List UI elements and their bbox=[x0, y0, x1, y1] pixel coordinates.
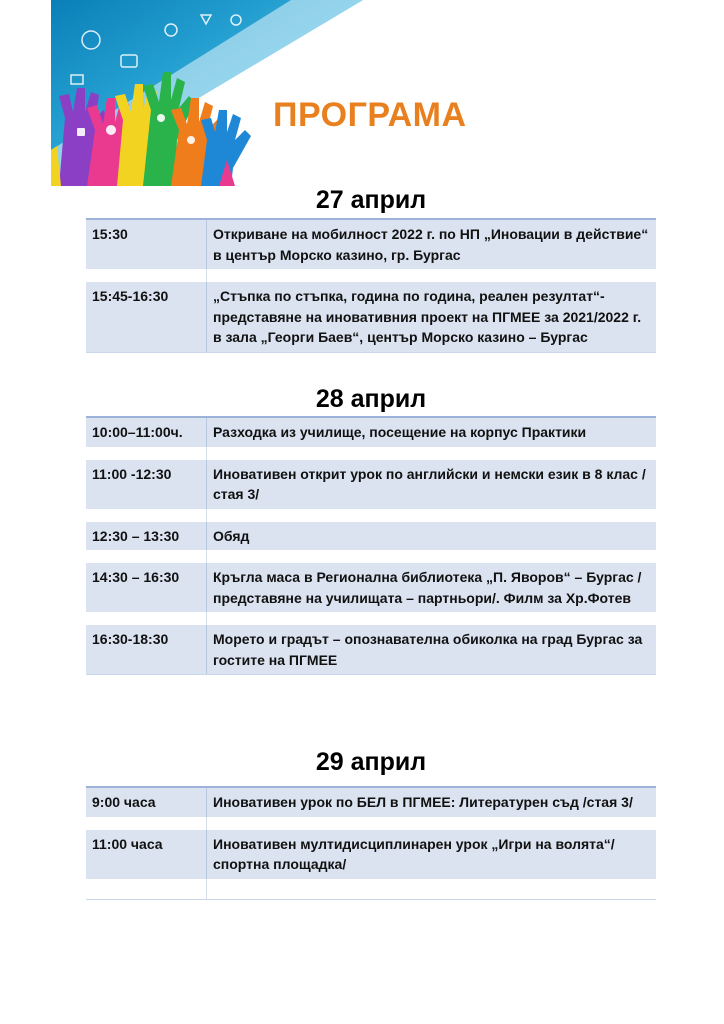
schedule-table-day-3 bbox=[86, 786, 656, 900]
table-row bbox=[86, 625, 656, 675]
event-description: Разходка из училище, посещение на корпус Практики bbox=[207, 417, 657, 447]
spacer-row bbox=[86, 817, 656, 830]
page-title: ПРОГРАМА bbox=[273, 96, 467, 134]
event-time: 12:30 – 13:30 bbox=[86, 522, 207, 551]
day-heading: 29 април bbox=[315, 748, 427, 776]
event-description: Иновативен урок по БЕЛ в ПГМЕЕ: Литературен съд /стая 3/ bbox=[207, 787, 657, 817]
spacer-row bbox=[86, 509, 656, 522]
event-description: Иновативен мултидисциплинарен урок „Игри на волята“/спортна площадка/ bbox=[207, 830, 657, 879]
day-heading: 27 април bbox=[315, 186, 427, 214]
event-description: Обяд bbox=[207, 522, 657, 551]
day-heading: 28 април bbox=[315, 385, 427, 413]
event-time: 11:00 часа bbox=[86, 830, 207, 879]
event-time: 15:45-16:30 bbox=[86, 282, 207, 352]
spacer-row bbox=[86, 447, 656, 460]
event-time: 16:30-18:30 bbox=[86, 625, 207, 675]
schedule-table-day-1 bbox=[86, 218, 656, 353]
table-row bbox=[86, 219, 656, 269]
spacer-row bbox=[86, 612, 656, 625]
event-description: Морето и градът – опознавателна обиколка на град Бургас за гостите на ПГМЕЕ bbox=[207, 625, 657, 675]
event-description: „Стъпка по стъпка, година по година, реален резултат“- представяне на иновативния проект на ПГМЕЕ за 2021/2022 г. в зала „Георги Баев“, център Морско казино – Бургас bbox=[207, 282, 657, 352]
table-row bbox=[86, 460, 656, 509]
table-row bbox=[86, 563, 656, 612]
event-time: 15:30 bbox=[86, 219, 207, 269]
spacer-row bbox=[86, 269, 656, 282]
table-row bbox=[86, 830, 656, 879]
event-description: Откриване на мобилност 2022 г. по НП „Иновации в действие“ в център Морско казино, гр. Бургас bbox=[207, 219, 657, 269]
spacer-row bbox=[86, 879, 656, 900]
event-time: 11:00 -12:30 bbox=[86, 460, 207, 509]
banner-hands-image bbox=[51, 0, 363, 186]
event-time: 10:00–11:00ч. bbox=[86, 417, 207, 447]
event-time: 9:00 часа bbox=[86, 787, 207, 817]
table-row bbox=[86, 787, 656, 817]
table-row bbox=[86, 417, 656, 447]
table-row bbox=[86, 282, 656, 352]
schedule-table-day-2 bbox=[86, 416, 656, 675]
event-description: Иновативен открит урок по английски и немски език в 8 клас / стая 3/ bbox=[207, 460, 657, 509]
event-description: Кръгла маса в Регионална библиотека „П. Яворов“ – Бургас /представяне на училищата – партньори/. Филм за Хр.Фотев bbox=[207, 563, 657, 612]
spacer-row bbox=[86, 550, 656, 563]
table-row bbox=[86, 522, 656, 551]
event-time: 14:30 – 16:30 bbox=[86, 563, 207, 612]
